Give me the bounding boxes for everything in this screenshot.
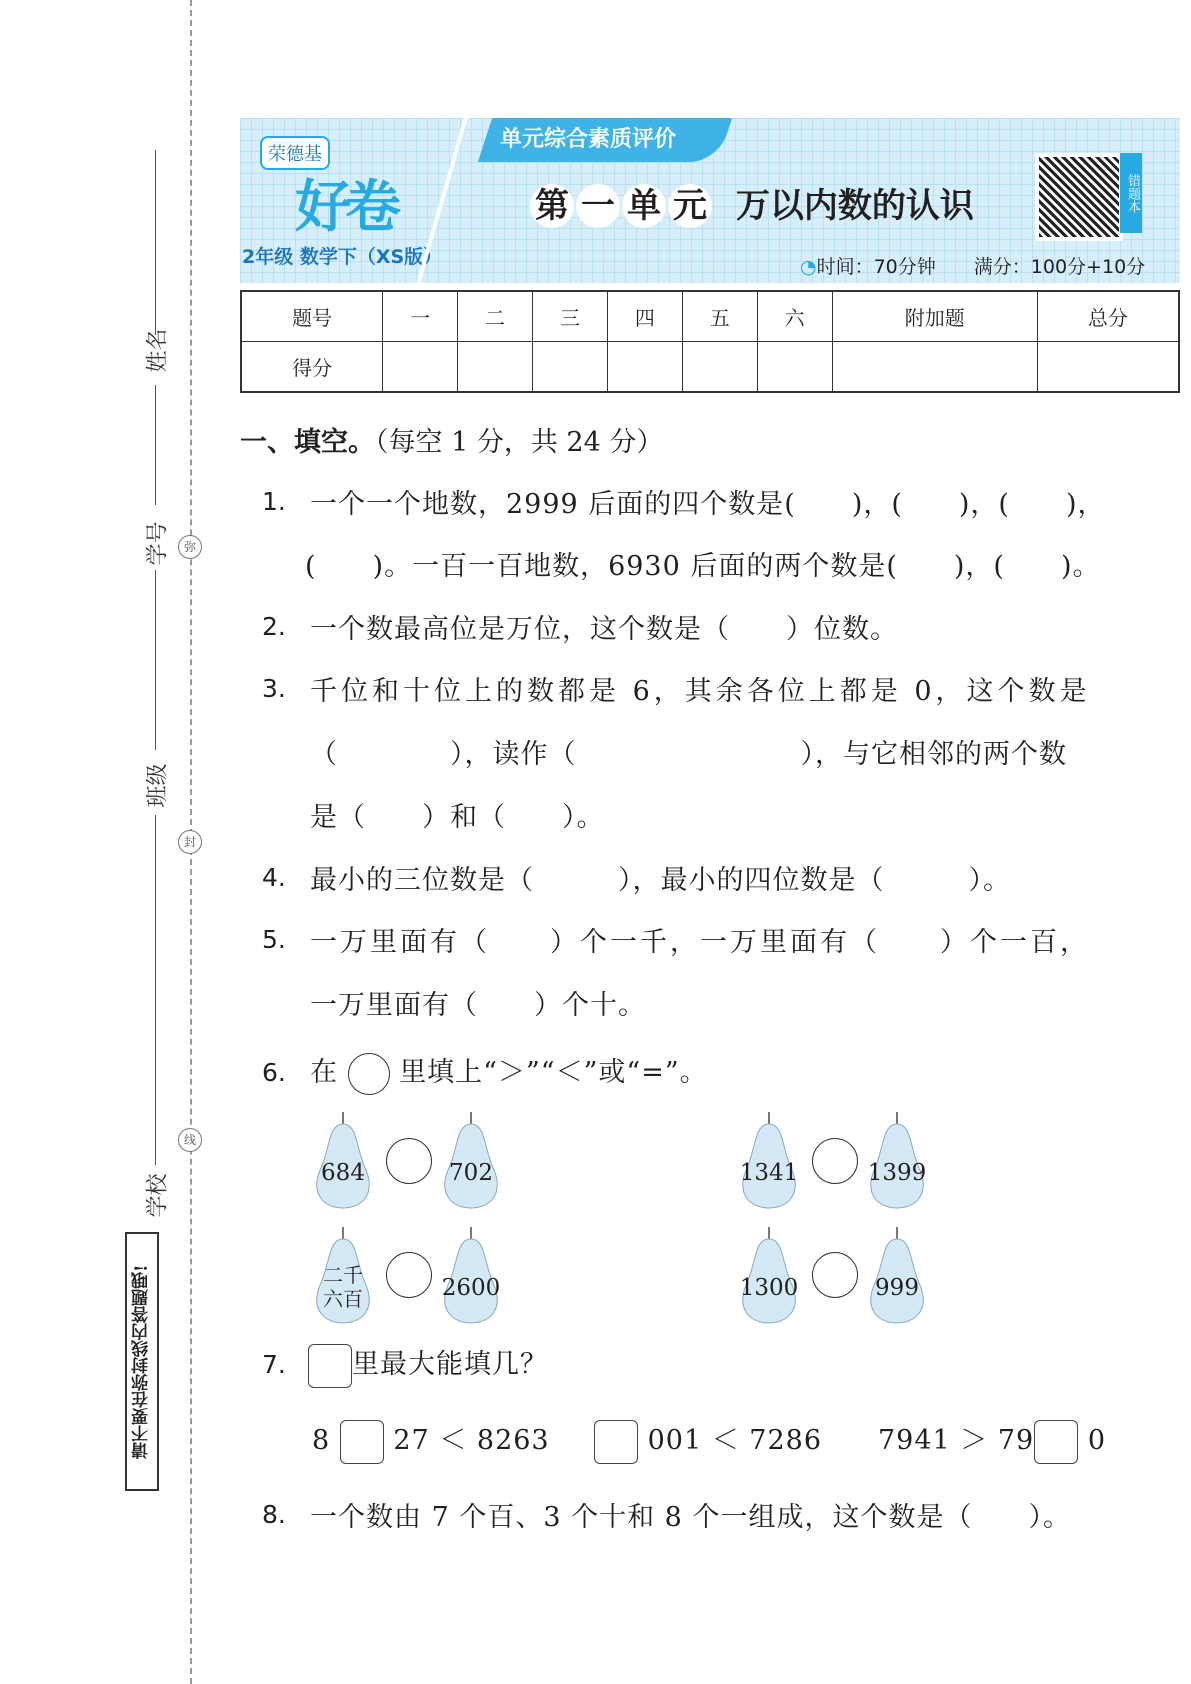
- school-label: 学校: [145, 1173, 171, 1218]
- class-line: [155, 570, 156, 750]
- pear-value: 2600: [441, 1275, 501, 1301]
- q6-pre: 在: [310, 1057, 338, 1088]
- full-score: 满分：100分+10分: [973, 256, 1146, 278]
- pear-value: 二千六百: [323, 1263, 363, 1311]
- box-icon: [308, 1344, 352, 1388]
- pear-value: 1300: [739, 1275, 799, 1301]
- pear: [864, 1110, 930, 1210]
- pear: [736, 1225, 802, 1325]
- pear: [310, 1110, 376, 1210]
- pear: [310, 1225, 376, 1325]
- answer-box[interactable]: [594, 1420, 638, 1464]
- q7-part: 8: [312, 1425, 331, 1456]
- compare-circle[interactable]: [386, 1252, 432, 1298]
- score-header: 总分: [1037, 291, 1179, 342]
- q-number: 1.: [262, 487, 286, 516]
- score-cell[interactable]: [682, 342, 757, 393]
- answer-box[interactable]: [1034, 1420, 1078, 1464]
- q7-part: 001 ＜ 7286: [647, 1425, 823, 1456]
- q7-part: 27 ＜ 8263: [393, 1425, 550, 1456]
- q-number: 7.: [262, 1350, 286, 1379]
- score-header: 一: [383, 291, 458, 342]
- q5-line: 一万里面有（ ）个一千，一万里面有（ ）个一百，: [310, 927, 1090, 958]
- section-note: （每空 1 分，共 24 分）: [375, 427, 664, 458]
- ribbon-text: 单元综合素质评价: [500, 127, 677, 152]
- q7-part: 0: [1087, 1425, 1107, 1456]
- q7-text: 里最大能填几？: [352, 1349, 548, 1380]
- seal-mi: 弥: [178, 535, 202, 559]
- score-table: [240, 290, 1180, 393]
- q-number: 3.: [262, 674, 286, 703]
- pear: [438, 1110, 504, 1210]
- compare-circle[interactable]: [812, 1138, 858, 1184]
- q6-line: [310, 1050, 708, 1095]
- notice: 请不要在弥封线内答题哦!: [125, 1232, 159, 1491]
- q-number: 6.: [262, 1058, 286, 1087]
- id-line: [155, 385, 156, 505]
- logo: 好卷: [295, 175, 395, 240]
- unit-title: [530, 178, 974, 228]
- q7-part: 7941 ＞ 79: [878, 1425, 1035, 1456]
- q1-line: ( )。一百一百地数，6930 后面的两个数是( )，( )。: [305, 551, 1101, 582]
- score-header: 五: [682, 291, 757, 342]
- score-header: 附加题: [832, 291, 1037, 342]
- pear-value: 1341: [739, 1160, 799, 1186]
- score-header: 六: [757, 291, 832, 342]
- score-cell[interactable]: [458, 342, 533, 393]
- q-number: 2.: [262, 612, 286, 641]
- score-header: 题号: [241, 291, 383, 342]
- time-limit: 时间：70分钟: [816, 256, 936, 278]
- unit-char: 一: [576, 184, 620, 228]
- q6-post: 里填上“＞”“＜”或“=”。: [399, 1057, 708, 1088]
- q7-item: [594, 1418, 822, 1464]
- section-title: [240, 420, 663, 459]
- q7-item: [312, 1418, 550, 1464]
- q3-line: （ ），读作（ ），与它相邻的两个数: [310, 739, 1067, 770]
- q7-item: [878, 1418, 1106, 1464]
- score-cell[interactable]: [1037, 342, 1179, 393]
- q2-line: 一个数最高位是万位，这个数是（ ）位数。: [310, 614, 898, 645]
- class-label: 班级: [145, 763, 171, 808]
- exam-info: [800, 252, 1145, 279]
- pear: [438, 1225, 504, 1325]
- score-header: 二: [458, 291, 533, 342]
- clock-icon: ◔: [800, 256, 817, 278]
- name-label: 姓名: [145, 328, 171, 373]
- school-line: [155, 815, 156, 1165]
- unit-char: 元: [668, 184, 712, 228]
- q4-line: 最小的三位数是（ ），最小的四位数是（ ）。: [310, 865, 1011, 896]
- score-header: 三: [532, 291, 607, 342]
- score-header: 四: [607, 291, 682, 342]
- brand: 荣德基: [260, 136, 330, 170]
- pear-value: 1399: [867, 1160, 927, 1186]
- score-label: 得分: [241, 342, 383, 393]
- q-number: 8.: [262, 1500, 286, 1529]
- pear-value: 999: [875, 1275, 919, 1301]
- pear-value: 684: [321, 1160, 365, 1186]
- seal-feng: 封: [178, 830, 202, 854]
- score-cell[interactable]: [383, 342, 458, 393]
- qr-label: 错题本: [1120, 153, 1142, 233]
- pear-value: 702: [449, 1160, 493, 1186]
- q1-line: 一个一个地数，2999 后面的四个数是( )，( )，( )，: [310, 489, 1106, 520]
- q-number: 5.: [262, 925, 286, 954]
- q5-line: 一万里面有（ ）个十。: [310, 990, 646, 1021]
- q8-line: 一个数由 7 个百、3 个十和 8 个一组成，这个数是（ ）。: [310, 1502, 1071, 1533]
- name-line: [155, 150, 156, 335]
- compare-circle[interactable]: [812, 1252, 858, 1298]
- pear: [736, 1110, 802, 1210]
- pear: [864, 1225, 930, 1325]
- grade-label: 2年级 数学下（XS版）: [242, 246, 443, 268]
- q3-line: 千位和十位上的数都是 6，其余各位上都是 0，这个数是: [310, 676, 1091, 707]
- answer-box[interactable]: [340, 1420, 384, 1464]
- circle-icon: [348, 1053, 390, 1095]
- q3-line: 是（ ）和（ ）。: [310, 802, 605, 833]
- score-cell[interactable]: [832, 342, 1037, 393]
- score-cell[interactable]: [532, 342, 607, 393]
- compare-circle[interactable]: [386, 1138, 432, 1184]
- id-label: 学号: [145, 521, 171, 566]
- q-number: 4.: [262, 863, 286, 892]
- unit-char: 第: [530, 184, 574, 228]
- score-cell[interactable]: [757, 342, 832, 393]
- header-banner: [240, 118, 1180, 283]
- unit-subject: 万以内数的认识: [735, 186, 974, 226]
- ribbon: [478, 118, 732, 162]
- qr-code[interactable]: [1035, 153, 1123, 241]
- seal-xian: 线: [178, 1128, 202, 1152]
- q7-line: [308, 1342, 548, 1388]
- unit-char: 单: [622, 184, 666, 228]
- section-heading: 一、填空。: [240, 427, 375, 458]
- score-cell[interactable]: [607, 342, 682, 393]
